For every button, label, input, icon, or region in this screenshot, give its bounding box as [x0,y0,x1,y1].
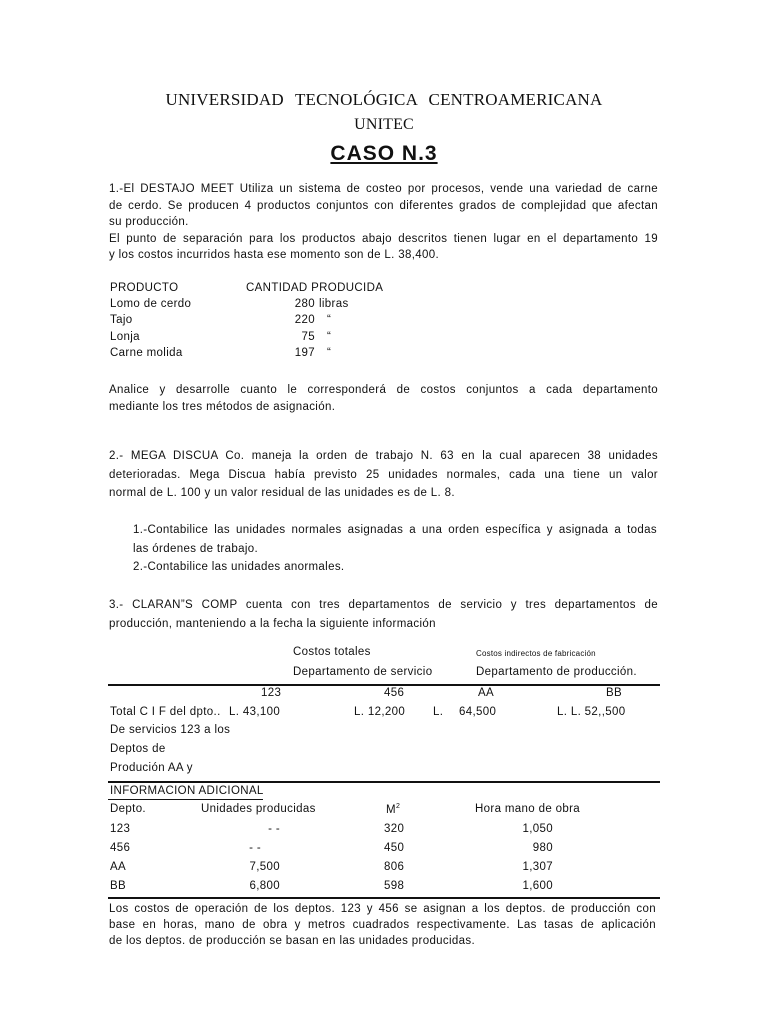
header-cif: Costos indirectos de fabricación [476,649,596,658]
table-top-rule [108,684,660,686]
total-value: L. 43,100 [229,706,281,718]
university-name: UNIVERSIDAD TECNOLÓGICA CENTROAMERICANA [165,90,603,109]
info-bottom-rule [108,897,660,899]
info-area: 450 [384,842,405,854]
product-name: Carne molida [110,347,183,359]
problem2-line: 2.- MEGA DISCUA Co. maneja la orden de trabajo N. 63 en la cual aparecen 38 unidades [109,450,658,462]
product-name: Tajo [110,314,133,326]
info-units: - - [249,842,261,854]
product-unit: “ [327,314,332,326]
header-costos-totales: Costos totales [293,646,371,658]
header-dep-produccion: Departamento de producción. [476,666,637,678]
dept-code: AA [478,687,495,699]
info-area: 598 [384,880,405,892]
task-line: 2.-Contabilice las unidades anormales. [133,561,345,573]
row-label-line: Deptos de [110,743,166,755]
info-hours: 1,307 [522,861,553,873]
footer-line: Los costos de operación de los deptos. 123 y 456 se asignan a los deptos. de producción con [109,903,656,915]
dept-code: BB [606,687,623,699]
info-area: 320 [384,823,405,835]
problem1-line: El punto de separación para los productos abajo descritos tienen lugar en el departamento 19 [109,232,658,245]
product-unit: libras [319,298,349,310]
info-header-depto: Depto. [110,803,146,815]
info-header-hours: Hora mano de obra [475,803,581,815]
info-hours: 1,050 [522,823,553,835]
footer-line: base en horas, mano de obra y metros cuadrados respectivamente. Las tasas de aplicación [109,919,656,931]
question-line: Analice y desarrolle cuanto le corresponderá de costos conjuntos a cada departamento [109,384,658,396]
total-value: L. 12,200 [354,706,406,718]
info-depto: BB [110,880,127,892]
info-top-rule [108,781,660,783]
product-qty: 280 [294,298,315,310]
product-unit: “ [327,331,332,343]
product-qty: 197 [294,347,315,359]
dept-code: 456 [384,687,405,699]
problem1-line: su producción. [109,216,189,228]
info-header-units: Unidades producidas [201,803,316,815]
row-label-line: Produción AA y [110,762,193,774]
product-name: Lomo de cerdo [110,298,192,310]
info-header-area: $M^2$ [386,803,401,816]
product-name: Lonja [110,331,140,343]
problem1-line: de cerdo. Se producen 4 productos conjuntos con diferentes grados de complejidad que afectan [109,199,658,212]
product-qty: 75 [301,331,315,343]
problem2-tasks [133,521,657,577]
info-depto: 123 [110,823,131,835]
university-acronym: UNITEC [354,116,414,133]
problem1-line: 1.-El DESTAJO MEET Utiliza un sistema de costeo por procesos, vende una variedad de carne [109,183,658,195]
problem1-line: y los costos incurridos hasta ese momento son de L. 38,400. [109,249,440,261]
problem3-line: 3.- CLARAN”S COMP cuenta con tres departamentos de servicio y tres departamentos de [109,599,658,611]
info-units: 7,500 [249,861,280,873]
footer-line: de los deptos. de producción se basan en las unidades producidas. [109,935,476,947]
problem1-question [109,382,658,415]
info-hours: 980 [532,842,553,854]
info-hours: 1,600 [522,880,553,892]
task-line: 1.-Contabilice las unidades normales asignadas a una orden específica y asignada a todas [133,524,657,536]
problem2-line: normal de L. 100 y un valor residual de las unidades es de L. 8. [109,487,455,499]
problem2-statement [109,447,658,503]
quantity-column-header: CANTIDAD PRODUCIDA [246,282,384,294]
product-qty: 220 [294,314,315,326]
info-depto: AA [110,861,127,873]
row-label-line: De servicios 123 a los [110,724,231,736]
question-line: mediante los tres métodos de asignación. [109,400,336,413]
total-value: 64,500 [459,706,497,718]
problem1-statement [109,181,658,264]
dept-code: 123 [261,687,282,699]
info-title-underline [108,799,263,800]
total-value: L. [433,706,444,718]
total-cif-label: Total C I F del dpto.. [110,706,221,718]
header-dep-servicio: Departamento de servicio [293,666,433,678]
product-unit: “ [327,347,332,359]
info-area: 806 [384,861,405,873]
problem3-statement [109,596,658,634]
product-column-header: PRODUCTO [110,282,179,294]
info-depto: 456 [110,842,131,854]
case-title: CASO N.3 [330,142,438,165]
total-value: L. L. 52,,500 [557,706,626,718]
info-units: 6,800 [249,880,280,892]
problem2-line: deterioradas. Mega Discua había previsto 25 unidades normales, cada una tiene un valor [109,468,658,481]
problem3-footer [109,901,656,949]
problem3-line: producción, manteniendo a la fecha la siguiente información [109,618,436,630]
info-units: - - [268,823,280,835]
info-title: INFORMACION ADICIONAL [110,785,264,797]
task-line: las órdenes de trabajo. [133,542,259,555]
